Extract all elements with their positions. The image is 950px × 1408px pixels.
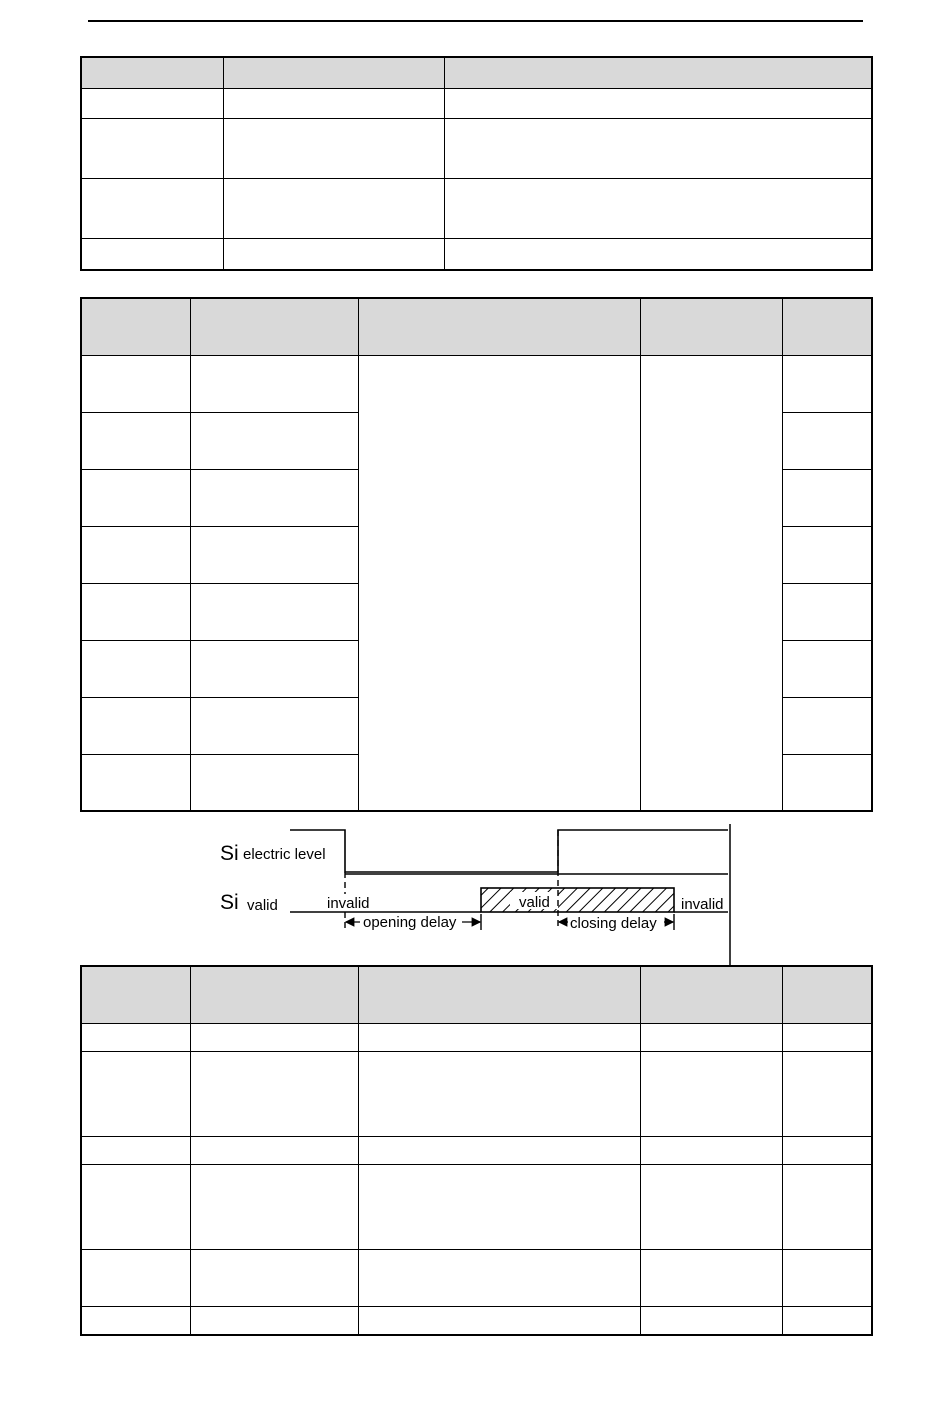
table-cell [82, 1165, 191, 1250]
table-row [82, 89, 872, 119]
table-cell [82, 413, 191, 470]
table-cell [783, 641, 872, 698]
table-cell [82, 1052, 191, 1137]
table-cell [224, 179, 445, 239]
table-cell [191, 470, 359, 527]
table-cell [445, 119, 872, 179]
table-cell [191, 527, 359, 584]
electric-level-label: electric level [243, 846, 326, 863]
table-cell [82, 119, 224, 179]
table-cell [82, 89, 224, 119]
table-cell [641, 1165, 783, 1250]
table-cell [445, 179, 872, 239]
table-cell [359, 1250, 641, 1307]
table-cell [82, 527, 191, 584]
table-cell [191, 1250, 359, 1307]
table-cell [82, 239, 224, 270]
table-cell [82, 698, 191, 755]
table-cell [82, 1307, 191, 1335]
table-3-header-cell [359, 967, 641, 1024]
table-cell [82, 641, 191, 698]
table-cell [359, 1052, 641, 1137]
table-1-header-cell [82, 58, 224, 89]
table-row [82, 1137, 872, 1165]
table-3-header-cell [191, 967, 359, 1024]
table-1-header-cell [445, 58, 872, 89]
state-valid: valid [519, 894, 550, 911]
table-row [82, 356, 872, 413]
table-cell [191, 413, 359, 470]
table-cell [191, 1052, 359, 1137]
state-invalid-2: invalid [681, 896, 724, 913]
table-cell [783, 1165, 872, 1250]
merged-range-cell [641, 356, 783, 811]
table-cell [783, 755, 872, 811]
table-cell [82, 1024, 191, 1052]
table-cell [783, 470, 872, 527]
table-cell [783, 1307, 872, 1335]
opening-delay-label: opening delay [363, 914, 457, 931]
table-cell [783, 1024, 872, 1052]
table-1-header-row [82, 58, 872, 89]
table-cell [82, 755, 191, 811]
table-row [82, 1052, 872, 1137]
table-cell [191, 356, 359, 413]
table-cell [191, 1137, 359, 1165]
table-3 [81, 966, 872, 1335]
table-cell [191, 1024, 359, 1052]
table-row [82, 1307, 872, 1335]
table-cell [783, 584, 872, 641]
table-cell [783, 1052, 872, 1137]
table-row [82, 119, 872, 179]
table-cell [191, 698, 359, 755]
table-3-header-cell [641, 967, 783, 1024]
table-2-header-cell [82, 299, 191, 356]
header-rule [88, 20, 863, 22]
table-cell [359, 1024, 641, 1052]
table-cell [641, 1137, 783, 1165]
table-cell [641, 1307, 783, 1335]
table-cell [82, 584, 191, 641]
table-cell [224, 119, 445, 179]
electric-level-waveform [290, 830, 728, 872]
electric-level-symbol: Si [220, 842, 239, 865]
table-cell [191, 755, 359, 811]
valid-hatched-region [481, 888, 674, 912]
closing-delay-label: closing delay [570, 915, 657, 932]
table-2-header-cell [641, 299, 783, 356]
table-cell [224, 239, 445, 270]
table-3-header-row [82, 967, 872, 1024]
table-cell [641, 1052, 783, 1137]
table-2-header-row [82, 299, 872, 356]
table-2-header-cell [359, 299, 641, 356]
table-cell [783, 1137, 872, 1165]
table-cell [783, 413, 872, 470]
table-row [82, 179, 872, 239]
table-cell [359, 1137, 641, 1165]
table-cell [82, 1250, 191, 1307]
table-cell [445, 89, 872, 119]
table-2-header-cell [191, 299, 359, 356]
table-3-header-cell [82, 967, 191, 1024]
table-row [82, 1024, 872, 1052]
table-cell [82, 470, 191, 527]
state-invalid-1: invalid [327, 895, 370, 912]
merged-description-cell [359, 356, 641, 811]
table-cell [641, 1250, 783, 1307]
table-cell [191, 1307, 359, 1335]
table-cell [82, 179, 224, 239]
table-1 [81, 57, 872, 270]
table-cell [191, 584, 359, 641]
table-cell [224, 89, 445, 119]
table-row [82, 1165, 872, 1250]
valid-label: valid [247, 897, 278, 914]
table-cell [359, 1165, 641, 1250]
table-cell [783, 1250, 872, 1307]
table-cell [641, 1024, 783, 1052]
table-row [82, 1250, 872, 1307]
table-3-header-cell [783, 967, 872, 1024]
timing-diagram [210, 822, 750, 967]
table-cell [82, 356, 191, 413]
table-cell [359, 1307, 641, 1335]
table-1-header-cell [224, 58, 445, 89]
valid-symbol: Si [220, 891, 239, 914]
table-cell [191, 641, 359, 698]
table-cell [783, 527, 872, 584]
table-cell [783, 698, 872, 755]
table-row [82, 239, 872, 270]
table-cell [445, 239, 872, 270]
table-cell [783, 356, 872, 413]
table-cell [191, 1165, 359, 1250]
table-cell [82, 1137, 191, 1165]
table-2 [81, 298, 872, 811]
table-2-header-cell [783, 299, 872, 356]
